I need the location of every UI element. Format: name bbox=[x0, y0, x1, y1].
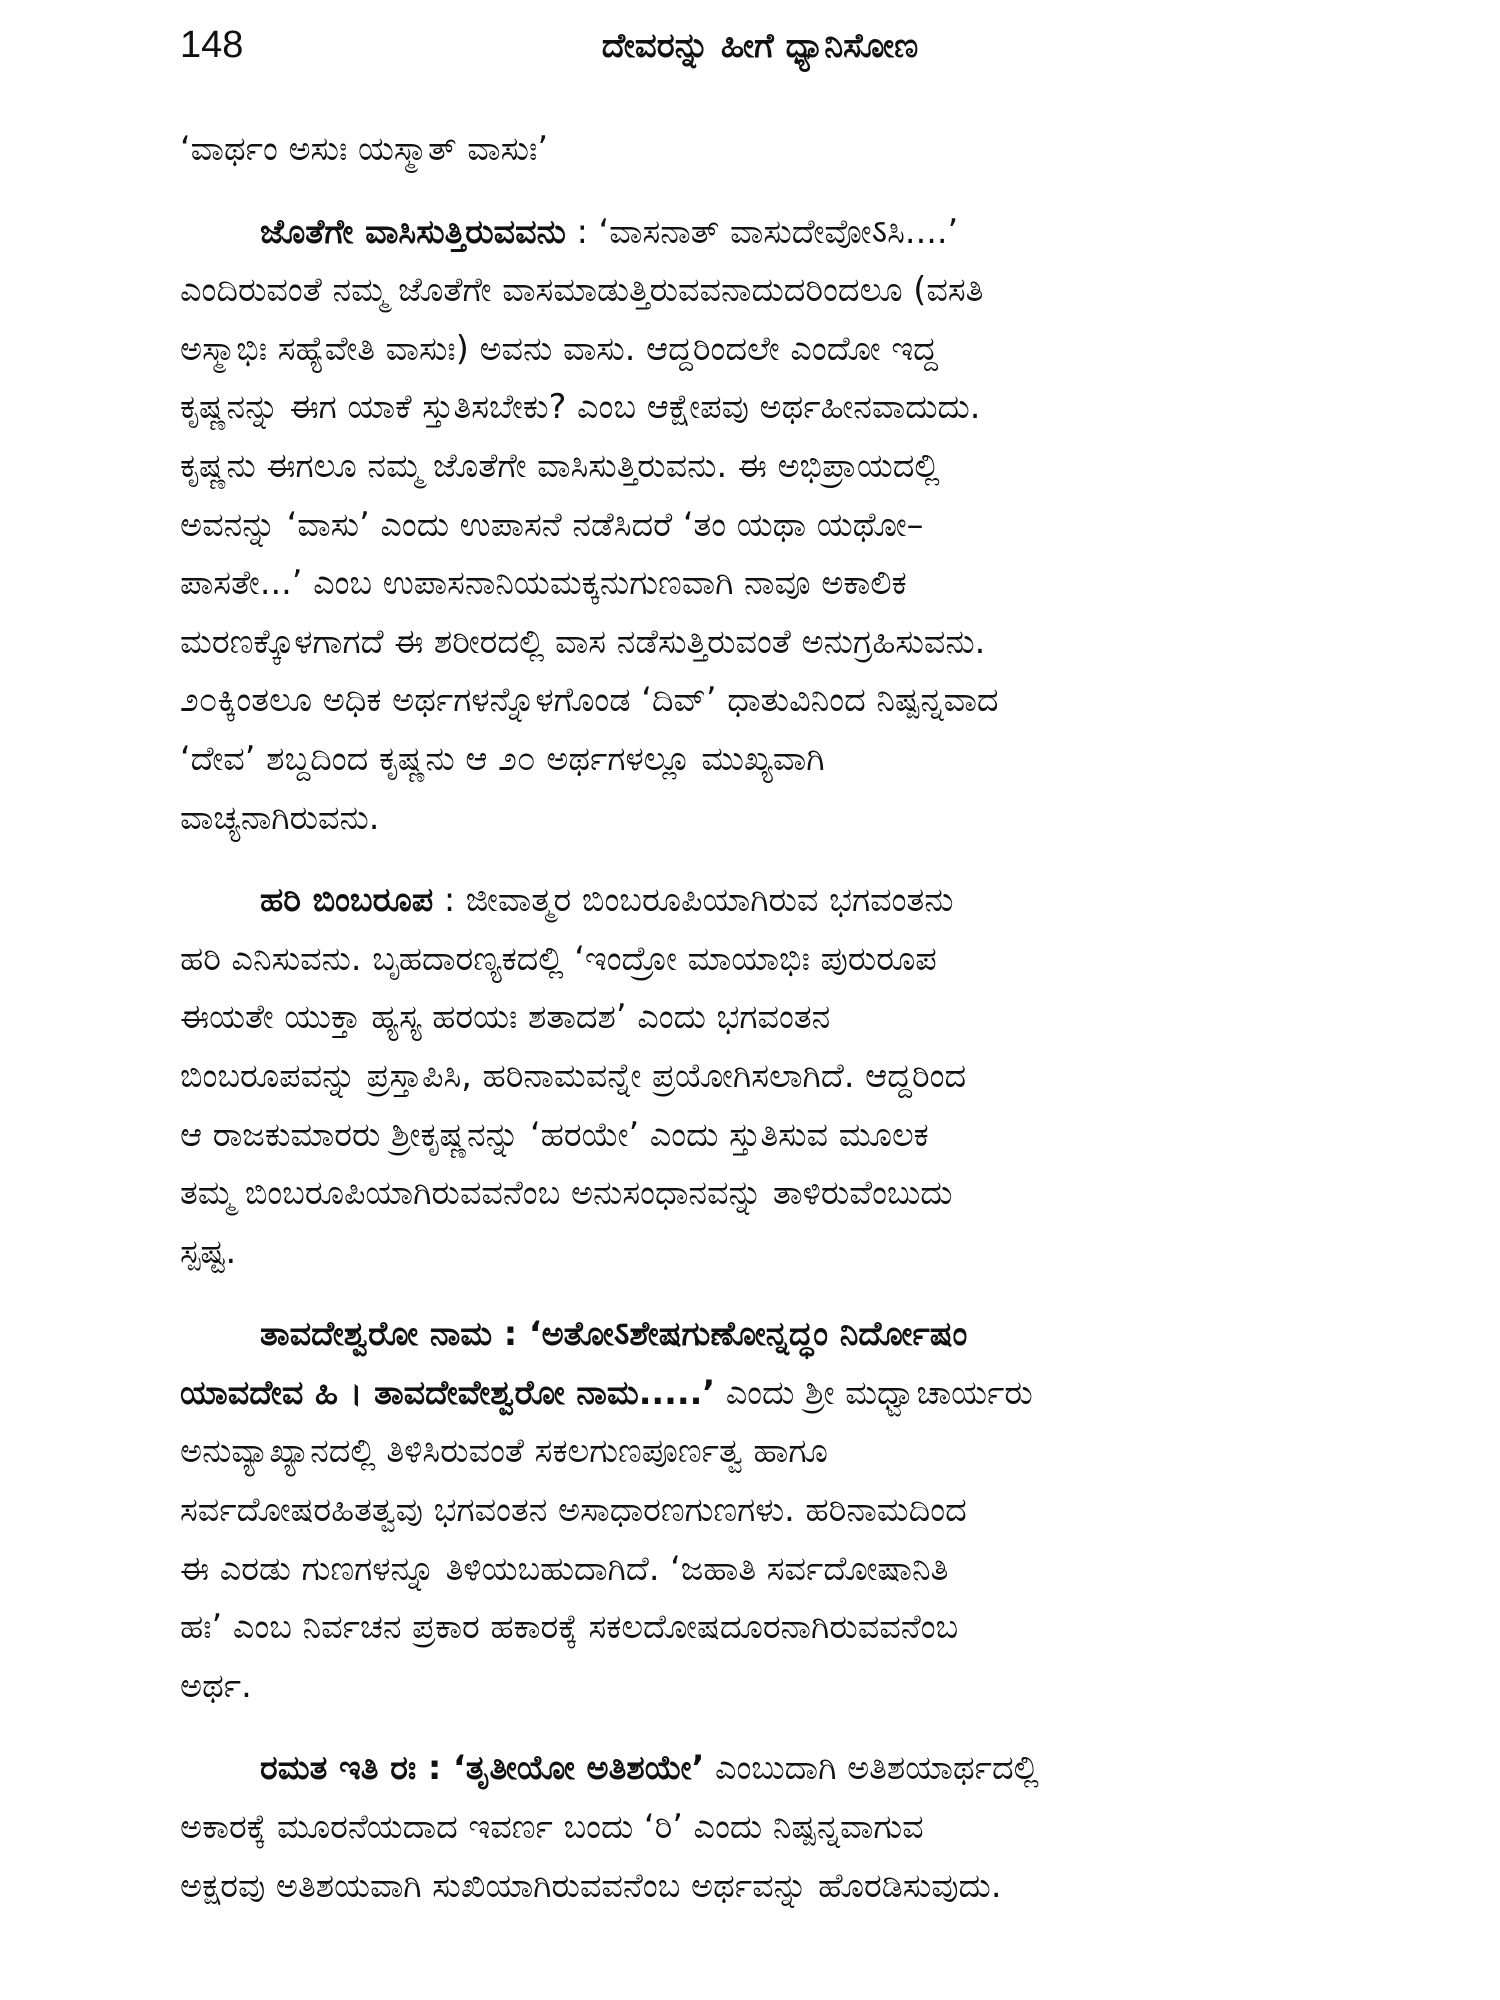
text-line: ವಾಚ್ಯನಾಗಿರುವನು. bbox=[180, 797, 380, 837]
paragraph-3-second-line bbox=[180, 1364, 1340, 1423]
text-line: ಅನುವ್ಯಾಖ್ಯಾನದಲ್ಲಿ ತಿಳಿಸಿರುವಂತೆ ಸಕಲಗುಣಪೂರ್ಣತ್ವ ಹಾಗೂ bbox=[180, 1431, 828, 1471]
page-number: 148 bbox=[180, 24, 244, 66]
text-line: ಹಃ’ ಎಂಬ ನಿರ್ವಚನ ಪ್ರಕಾರ ಹಕಾರಕ್ಕೆ ಸಕಲದೋಷದೂರನಾಗಿರುವವನೆಂಬ bbox=[180, 1607, 959, 1647]
text-line: ಬಿಂಬರೂಪವನ್ನು ಪ್ರಸ್ತಾಪಿಸಿ, ಹರಿನಾಮವನ್ನೇ ಪ್ರಯೋಗಿಸಲಾಗಿದೆ. ಆದ್ದರಿಂದ bbox=[180, 1055, 967, 1095]
paragraph-2-heading: ಹರಿ ಬಿಂಬರೂಪ bbox=[260, 880, 434, 920]
body-text bbox=[180, 120, 1340, 1915]
text-line: ೨೦ಕ್ಕಿಂತಲೂ ಅಧಿಕ ಅರ್ಥಗಳನ್ನೊಳಗೊಂಡ ‘ದಿವ್’ ಧಾತುವಿನಿಂದ ನಿಷ್ಪನ್ನವಾದ bbox=[180, 680, 999, 720]
text-line: ಎಂದು ಶ್ರೀ ಮಧ್ವಾಚಾರ್ಯರು bbox=[715, 1372, 1033, 1412]
text-line: : ‘ವಾಸನಾತ್ ವಾಸುದೇವೋऽಸಿ....’ bbox=[565, 211, 959, 251]
quote-bold: : ‘ಅತೋऽಶೇಷಗುಣೋನ್ನದ್ಧಂ ನಿರ್ದೋಷಂ bbox=[492, 1314, 968, 1354]
text-line: : ಜೀವಾತ್ಮರ ಬಿಂಬರೂಪಿಯಾಗಿರುವ ಭಗವಂತನು bbox=[433, 880, 954, 920]
paragraph-4-first-line bbox=[180, 1739, 1340, 1798]
text-line: ಕೃಷ್ಣನನ್ನು ಈಗ ಯಾಕೆ ಸ್ತುತಿಸಬೇಕು? ಎಂಬ ಆಕ್ಷೇಪವು ಅರ್ಥಹೀನವಾದುದು. bbox=[180, 387, 981, 427]
page-header bbox=[180, 18, 1340, 88]
text-line: ತಮ್ಮ ಬಿಂಬರೂಪಿಯಾಗಿರುವವನೆಂಬ ಅನುಸಂಧಾನವನ್ನು ತಾಳಿರುವೆಂಬುದು bbox=[180, 1173, 953, 1213]
text-line: ಅಕ್ಷರವು ಅತಿಶಯವಾಗಿ ಸುಖಿಯಾಗಿರುವವನೆಂಬ ಅರ್ಥವನ್ನು ಹೊರಡಿಸುವುದು. bbox=[180, 1865, 1002, 1905]
text-line: ಸ್ಪಷ್ಟ. bbox=[180, 1231, 237, 1271]
paragraph-2-first-line bbox=[180, 871, 1340, 930]
text-line: ಈಯತೇ ಯುಕ್ತಾ ಹ್ಯಸ್ಯ ಹರಯಃ ಶತಾದಶ’ ಎಂದು ಭಗವಂತನ bbox=[180, 997, 831, 1037]
text-line: ಸರ್ವದೋಷರಹಿತತ್ವವು ಭಗವಂತನ ಅಸಾಧಾರಣಗುಣಗಳು. ಹರಿನಾಮದಿಂದ bbox=[180, 1490, 967, 1530]
text-line: ಈ ಎರಡು ಗುಣಗಳನ್ನೂ ತಿಳಿಯಬಹುದಾಗಿದೆ. ‘ಜಹಾತಿ ಸರ್ವದೋಷಾನಿತಿ bbox=[180, 1548, 949, 1588]
quote-bold: ಯಾವದೇವ ಹಿ । ತಾವದೇವೇಶ್ವರೋ ನಾಮ.....’ bbox=[180, 1372, 716, 1412]
text-line: ಎಂದಿರುವಂತೆ ನಮ್ಮ ಜೊತೆಗೇ ವಾಸಮಾಡುತ್ತಿರುವವನಾದುದರಿಂದಲೂ (ವಸತಿ bbox=[180, 270, 984, 310]
paragraph-4-heading: ರಮತ ಇತಿ ರಃ : ‘ತೃತೀಯೋ ಅತಿಶಯೇ’ bbox=[260, 1748, 705, 1788]
text-line: ಹರಿ ಎನಿಸುವನು. ಬೃಹದಾರಣ್ಯಕದಲ್ಲಿ ‘ಇಂದ್ರೋ ಮಾಯಾಭಿಃ ಪುರುರೂಪ bbox=[180, 938, 937, 978]
paragraph-3-heading: ತಾವದೇಶ್ವರೋ ನಾಮ bbox=[260, 1314, 493, 1354]
text-line: ಮರಣಕ್ಕೊಳಗಾಗದೆ ಈ ಶರೀರದಲ್ಲಿ ವಾಸ ನಡೆಸುತ್ತಿರುವಂತೆ ಅನುಗ್ರಹಿಸುವನು. bbox=[180, 621, 986, 661]
text-line: ಅವನನ್ನು ‘ವಾಸು’ ಎಂದು ಉಪಾಸನೆ ನಡೆಸಿದರೆ ‘ತಂ ಯಥಾ ಯಥೋ– bbox=[180, 504, 924, 544]
text-line: ಅರ್ಥ. bbox=[180, 1665, 252, 1705]
text-line: ಆ ರಾಜಕುಮಾರರು ಶ್ರೀಕೃಷ್ಣನನ್ನು ‘ಹರಯೇ’ ಎಂದು ಸ್ತುತಿಸುವ ಮೂಲಕ bbox=[180, 1114, 929, 1154]
running-title: ದೇವರನ್ನು ಹೀಗೆ ಧ್ಯಾನಿಸೋಣ bbox=[601, 26, 919, 66]
text-line: ಕೃಷ್ಣನು ಈಗಲೂ ನಮ್ಮ ಜೊತೆಗೇ ವಾಸಿಸುತ್ತಿರುವನು. ಈ ಅಭಿಪ್ರಾಯದಲ್ಲಿ bbox=[180, 445, 940, 485]
opening-line: ‘ವಾರ್ಥಂ ಅಸುಃ ಯಸ್ಮಾತ್ ವಾಸುಃ’ bbox=[180, 129, 549, 168]
paragraph-3-first-line bbox=[180, 1305, 1340, 1364]
text-line: ‘ದೇವ’ ಶಬ್ದದಿಂದ ಕೃಷ್ಣನು ಆ ೨೦ ಅರ್ಥಗಳಲ್ಲೂ ಮುಖ್ಯವಾಗಿ bbox=[180, 738, 825, 778]
text-line: ಪಾಸತೇ...’ ಎಂಬ ಉಪಾಸನಾನಿಯಮಕ್ಕನುಗುಣವಾಗಿ ನಾವೂ ಅಕಾಲಿಕ bbox=[180, 563, 907, 603]
text-line: ಅಸ್ಮಾಭಿಃ ಸಹ್ಯೆವೇತಿ ವಾಸುಃ) ಅವನು ವಾಸು. ಆದ್ದರಿಂದಲೇ ಎಂದೋ ಇದ್ದ bbox=[180, 328, 938, 368]
paragraph-1-first-line bbox=[180, 203, 1340, 262]
text-line: ಎಂಬುದಾಗಿ ಅತಿಶಯಾರ್ಥದಲ್ಲಿ bbox=[704, 1748, 1039, 1788]
paragraph-1-heading: ಜೊತೆಗೇ ವಾಸಿಸುತ್ತಿರುವವನು bbox=[260, 211, 566, 251]
text-line: ಅಕಾರಕ್ಕೆ ಮೂರನೆಯದಾದ ಇವರ್ಣ ಬಂದು ‘ರಿ’ ಎಂದು ನಿಷ್ಪನ್ನವಾಗುವ bbox=[180, 1807, 924, 1847]
